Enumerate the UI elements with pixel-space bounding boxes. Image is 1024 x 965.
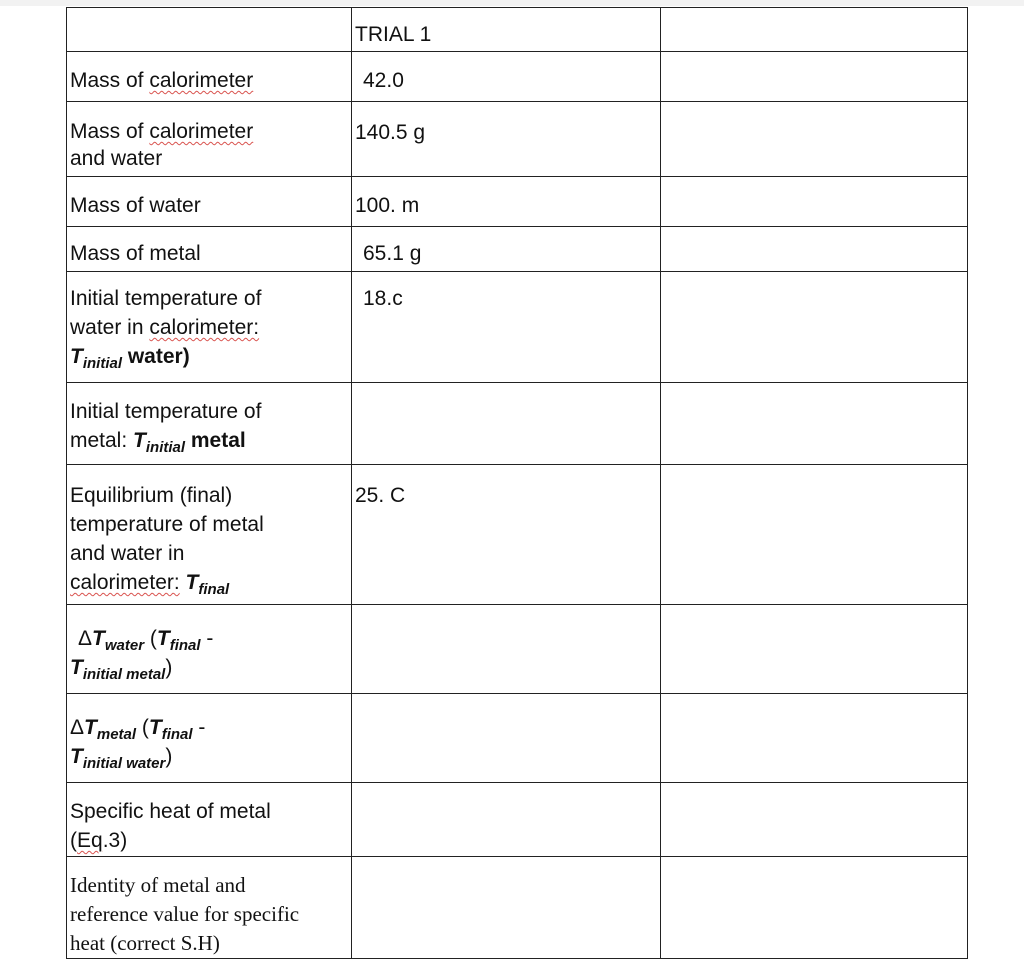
symbol-sub: initial — [82, 355, 122, 372]
label-prefix: Mass of — [70, 120, 150, 143]
symbol-sub: final — [198, 581, 230, 598]
line2-t: T — [70, 745, 83, 768]
data-table — [66, 7, 968, 959]
delta-symbol: Δ — [78, 627, 93, 650]
blank-cell[interactable] — [661, 694, 968, 783]
label-line4-word: calorimeter: — [70, 571, 180, 594]
row-label-initial-temp-water — [67, 272, 352, 383]
label-word: calorimeter — [149, 69, 254, 92]
row-label-mass-metal — [67, 227, 352, 272]
header-trial1-cell — [352, 8, 661, 52]
label-line1: Specific heat of metal — [70, 800, 271, 823]
value-cell[interactable] — [352, 857, 661, 959]
row-label-initial-temp-metal — [67, 383, 352, 465]
paren-open: ( — [141, 716, 149, 739]
value-cell[interactable] — [352, 102, 661, 177]
label-line1: Initial temperature of — [70, 287, 262, 310]
value-cell[interactable] — [352, 783, 661, 857]
blank-cell[interactable] — [661, 177, 968, 227]
label-line2-prefix: metal: — [70, 429, 134, 452]
value-cell[interactable] — [352, 605, 661, 694]
value-text: 25. C — [355, 484, 406, 507]
symbol-t: T — [70, 345, 83, 368]
paren-sub: final — [161, 726, 193, 743]
label-eq: Eq — [77, 829, 103, 852]
row-label-final-temp — [67, 465, 352, 605]
label-line3: and water in — [70, 542, 185, 565]
blank-cell[interactable] — [661, 272, 968, 383]
table-row — [67, 694, 968, 783]
label-text: Mass of metal — [70, 242, 201, 265]
label-line1: Equilibrium (final) — [70, 484, 233, 507]
table-row — [67, 857, 968, 959]
row-label-specific-heat — [67, 783, 352, 857]
label-rest: and water — [70, 147, 163, 170]
table-row — [67, 52, 968, 102]
table-row — [67, 465, 968, 605]
table-row — [67, 383, 968, 465]
line2-sub: initial water — [82, 755, 166, 772]
row-label-mass-calorimeter — [67, 52, 352, 102]
blank-cell[interactable] — [661, 605, 968, 694]
blank-cell[interactable] — [661, 383, 968, 465]
table-row — [67, 272, 968, 383]
row-label-identity — [67, 857, 352, 959]
value-text: 65.1 g — [363, 242, 422, 265]
row-label-delta-t-water — [67, 605, 352, 694]
value-cell[interactable] — [352, 272, 661, 383]
paren-t: T — [156, 627, 170, 650]
symbol-sub: initial — [145, 439, 186, 456]
line2-sub: initial metal — [82, 666, 166, 683]
value-cell[interactable] — [352, 52, 661, 102]
row-label-mass-calorimeter-water — [67, 102, 352, 177]
paren-t: T — [148, 716, 162, 739]
paren-open: ( — [149, 627, 157, 650]
table-row — [67, 605, 968, 694]
label-line1: Initial temperature of — [70, 400, 262, 423]
blank-cell[interactable] — [661, 227, 968, 272]
value-text: 140.5 g — [355, 121, 426, 144]
value-cell[interactable] — [352, 465, 661, 605]
row-label-mass-water — [67, 177, 352, 227]
value-cell[interactable] — [352, 694, 661, 783]
symbol-tail: metal — [185, 429, 246, 452]
dash: - — [192, 716, 206, 739]
label-line2: reference value for specific — [70, 902, 300, 926]
symbol-sub: metal — [96, 726, 137, 743]
value-cell[interactable] — [352, 177, 661, 227]
blank-cell[interactable] — [661, 102, 968, 177]
header-extra-cell — [661, 8, 968, 52]
paren-close: ) — [165, 656, 173, 679]
value-text: 42.0 — [363, 69, 404, 92]
label-line2: temperature of metal — [70, 513, 264, 536]
blank-cell[interactable] — [661, 52, 968, 102]
value-text: 18.c — [363, 287, 403, 310]
label-paren: ( — [70, 829, 77, 852]
label-text: Mass of water — [70, 194, 201, 217]
paren-sub: final — [169, 637, 201, 654]
blank-cell[interactable] — [661, 783, 968, 857]
symbol-t: T — [92, 627, 105, 650]
delta-symbol: Δ — [70, 716, 85, 739]
table-row — [67, 227, 968, 272]
symbol-tail: water) — [122, 345, 190, 368]
label-word: calorimeter — [149, 120, 254, 143]
label-line1: Identity of metal and — [70, 873, 246, 897]
value-cell[interactable] — [352, 227, 661, 272]
label-line3: heat (correct S.H) — [70, 931, 220, 955]
table-row — [67, 177, 968, 227]
symbol-t: T — [84, 716, 97, 739]
table-row — [67, 783, 968, 857]
label-tail: .3) — [102, 829, 128, 852]
label-line2-prefix: water in — [70, 316, 150, 339]
dash: - — [200, 627, 214, 650]
symbol-t: T — [133, 429, 146, 452]
line2-t: T — [70, 656, 83, 679]
symbol-sub: water — [104, 637, 145, 654]
value-cell[interactable] — [352, 383, 661, 465]
label-prefix: Mass of — [70, 69, 150, 92]
table-row — [67, 102, 968, 177]
symbol-t: T — [185, 571, 199, 594]
trial1-heading: TRIAL 1 — [355, 23, 432, 46]
row-label-delta-t-metal — [67, 694, 352, 783]
blank-cell[interactable] — [661, 465, 968, 605]
blank-cell[interactable] — [661, 857, 968, 959]
value-text: 100. m — [355, 194, 420, 217]
paren-close: ) — [165, 745, 173, 768]
table-header-row — [67, 8, 968, 52]
label-line2-word: calorimeter: — [149, 316, 260, 339]
header-label-cell — [67, 8, 352, 52]
top-band — [0, 0, 1024, 6]
